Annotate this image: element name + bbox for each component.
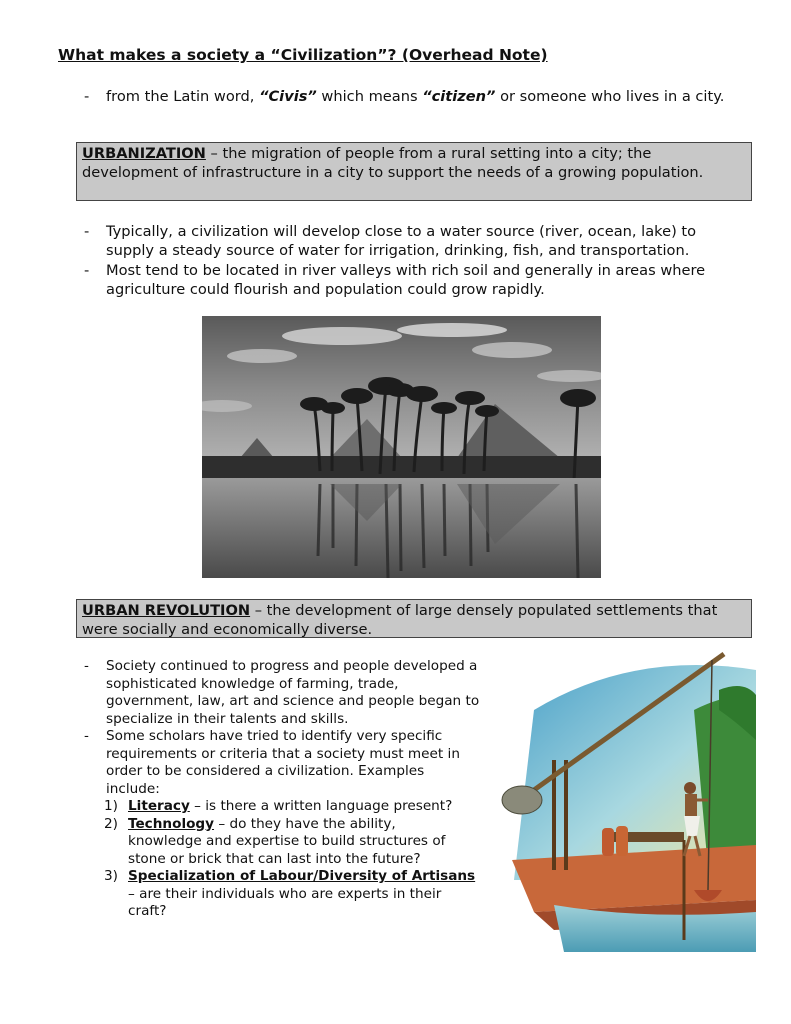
water-bullet-2 [84,261,748,299]
society-bullet-2 [84,728,480,798]
intro-text-c: or someone who lives in a city. [495,88,725,105]
urban-revolution-term: URBAN REVOLUTION [82,602,251,619]
society-bullet-text: Society continued to progress and people developed a sophisticated knowledge of farming, trade, government, law, art and science and people began to specialize in their talents and skills. [106,658,480,727]
bullet-dash: - [84,728,89,744]
criteria-number: 2) [104,815,118,832]
bullet-dash: - [84,88,90,105]
page-title: What makes a society a “Civilization”? (Overhead Note) [58,46,548,64]
bullet-dash: - [84,223,90,240]
criteria-text [128,798,482,816]
criteria-text [128,816,464,869]
criteria-term: Technology [128,815,215,832]
nile-pyramids-photo [202,316,601,578]
urbanization-definition: – the migration of people from a rural setting into a city; the development of infrastructure in a city to support the needs of a growing population. [82,145,704,181]
intro-bullet [84,87,744,106]
criteria-number: 3) [104,868,118,884]
water-bullet-1 [84,222,748,260]
criteria-desc: – are their individuals who are experts in their craft? [128,885,442,919]
intro-text-a: from the Latin word, [106,88,260,105]
urbanization-term: URBANIZATION [82,145,206,162]
term-civis: “Civis” [259,88,317,105]
criteria-desc: – is there a written language present? [189,798,453,814]
criteria-number: 1) [104,798,118,814]
intro-text-b: which means [316,88,423,105]
society-bullet-1 [84,658,480,728]
water-bullet-text: Typically, a civilization will develop close to a water source (river, ocean, lake) to supply a steady source of water for irrigation, drinking, fish, and transportation. [106,223,697,259]
bullet-dash: - [84,262,90,279]
criteria-term: Literacy [128,798,190,814]
society-bullet-text: Some scholars have tried to identify very specific requirements or criteria that a society must meet in order to be considered a civilization. Examples include: [106,728,460,797]
shaduf-illustration [494,650,756,952]
bullet-dash: - [84,658,89,674]
criteria-desc: – do they have the ability, knowledge and expertise to build structures of stone or brick that can last into the future? [128,815,446,867]
urbanization-definition-box [76,142,752,201]
criteria-item-technology [104,816,464,869]
term-citizen: “citizen” [422,88,496,105]
urban-revolution-definition: – the development of large densely populated settlements that were socially and economically diverse. [82,602,718,638]
criteria-text [128,868,482,921]
criteria-item-specialization [104,868,482,921]
criteria-term: Specialization of Labour/Diversity of Artisans [128,868,476,884]
criteria-item-literacy [104,798,482,816]
urban-revolution-definition-box [76,599,752,638]
water-bullet-text: Most tend to be located in river valleys with rich soil and generally in areas where agriculture could flourish and population could grow rapidly. [106,262,706,298]
intro-text [106,87,744,106]
